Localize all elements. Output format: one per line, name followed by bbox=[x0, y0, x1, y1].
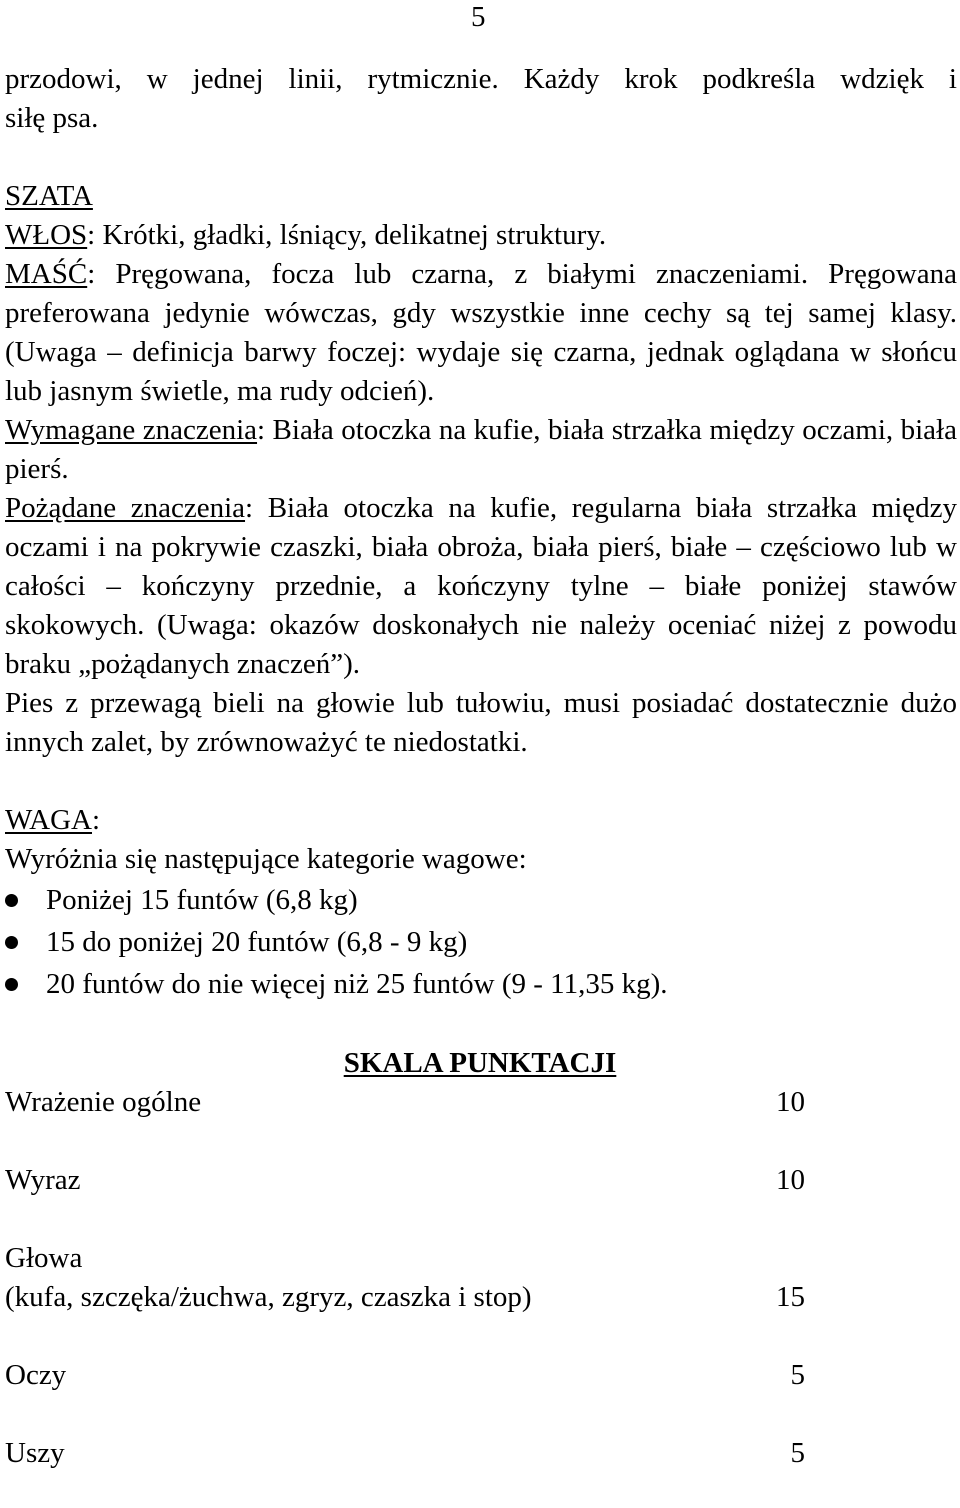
hair-text: : Krótki, gładki, lśniący, delikatnej struktury. bbox=[87, 219, 607, 251]
weight-list bbox=[5, 879, 957, 1005]
weight-item-text: Poniżej 15 funtów (6,8 kg) bbox=[46, 884, 358, 916]
bullet-icon bbox=[5, 978, 18, 991]
bullet-icon bbox=[5, 936, 18, 949]
scale-row bbox=[5, 1356, 805, 1395]
page-number: 5 bbox=[471, 1, 486, 33]
scale-row-label: (kufa, szczęka/żuchwa, zgryz, czaszka i stop) bbox=[5, 1281, 532, 1313]
bullet-icon bbox=[5, 894, 18, 907]
weight-intro: Wyróżnia się następujące kategorie wagowe: bbox=[5, 843, 527, 875]
scale-row-label: Oczy bbox=[5, 1359, 67, 1391]
scale-row bbox=[5, 1161, 805, 1200]
scale-row bbox=[5, 1434, 805, 1473]
scale-row-label: Wrażenie ogólne bbox=[5, 1086, 202, 1118]
color-label: MAŚĆ bbox=[5, 258, 88, 290]
weight-item bbox=[5, 879, 957, 921]
color-text: : Pręgowana, focza lub czarna, z białymi znaczeniami. Pręgowana preferowana jedynie wówczas, gdy wszystkie inne cechy są tej samej klasy. (Uwaga – definicja barwy foczej: wydaje się czarna, jednak oglądana w słońcu lub jasnym świetle, ma rudy odcień). bbox=[5, 258, 957, 407]
intro-line-2: siłę psa. bbox=[5, 102, 99, 134]
desired-markings-paragraph bbox=[5, 489, 957, 684]
color-paragraph bbox=[5, 255, 957, 411]
weight-item bbox=[5, 921, 957, 963]
scale-row-value: 10 bbox=[776, 1164, 805, 1196]
spacer bbox=[5, 1317, 957, 1356]
scale-row-label: Wyraz bbox=[5, 1164, 81, 1196]
scale-row-value: 5 bbox=[790, 1437, 805, 1469]
weight-item-text: 20 funtów do nie więcej niż 25 funtów (9 - 11,35 kg). bbox=[46, 968, 668, 1000]
spacer bbox=[5, 1005, 957, 1044]
spacer bbox=[5, 1395, 957, 1434]
scale-row bbox=[5, 1278, 805, 1317]
scale-row bbox=[5, 1083, 805, 1122]
scale-row-label: Głowa bbox=[5, 1242, 83, 1274]
weight-label: WAGA bbox=[5, 804, 92, 836]
weight-heading bbox=[5, 801, 957, 840]
desired-markings-label: Pożądane znaczenia bbox=[5, 492, 246, 524]
intro-line-1: przodowi, w jednej linii, rytmicznie. Każdy krok podkreśla wdzięk i bbox=[5, 63, 957, 95]
required-markings-text: : Biała otoczka na kufie, biała strzałka między oczami, biała pierś. bbox=[5, 414, 957, 485]
white-dominance-paragraph: Pies z przewagą bieli na głowie lub tułowiu, musi posiadać dostatecznie dużo innych zalet, by zrównoważyć te niedostatki. bbox=[5, 687, 957, 758]
required-markings-paragraph bbox=[5, 411, 957, 489]
coat-heading-text: SZATA bbox=[5, 180, 93, 212]
hair-paragraph bbox=[5, 216, 957, 255]
spacer bbox=[5, 762, 957, 801]
scale-row-value: 5 bbox=[790, 1359, 805, 1391]
scale-row-value: 10 bbox=[776, 1086, 805, 1118]
spacer bbox=[5, 1122, 957, 1161]
scale-row-label: Uszy bbox=[5, 1437, 65, 1469]
scale-title bbox=[0, 1044, 960, 1083]
spacer bbox=[5, 138, 957, 177]
page-content bbox=[5, 60, 957, 1473]
weight-item-text: 15 do poniżej 20 funtów (6,8 - 9 kg) bbox=[46, 926, 468, 958]
scale-row-value: 15 bbox=[776, 1281, 805, 1313]
desired-markings-text: : Biała otoczka na kufie, regularna biała strzałka między oczami i na pokrywie czaszki, biała obroża, biała pierś, białe – częściowo lub w całości – kończyny przednie, a kończyny tylne – białe poniżej stawów skokowych. (Uwaga: okazów doskonałych nie należy oceniać niżej z powodu braku „pożądanych znaczeń”). bbox=[5, 492, 957, 680]
coat-heading bbox=[5, 177, 957, 216]
spacer bbox=[5, 1200, 957, 1239]
required-markings-label: Wymagane znaczenia bbox=[5, 414, 258, 446]
weight-item bbox=[5, 963, 957, 1005]
scale-title-text: SKALA PUNKTACJI bbox=[343, 1047, 617, 1079]
hair-label: WŁOS bbox=[5, 219, 88, 251]
scale-row bbox=[5, 1239, 805, 1278]
weight-colon: : bbox=[92, 804, 101, 836]
